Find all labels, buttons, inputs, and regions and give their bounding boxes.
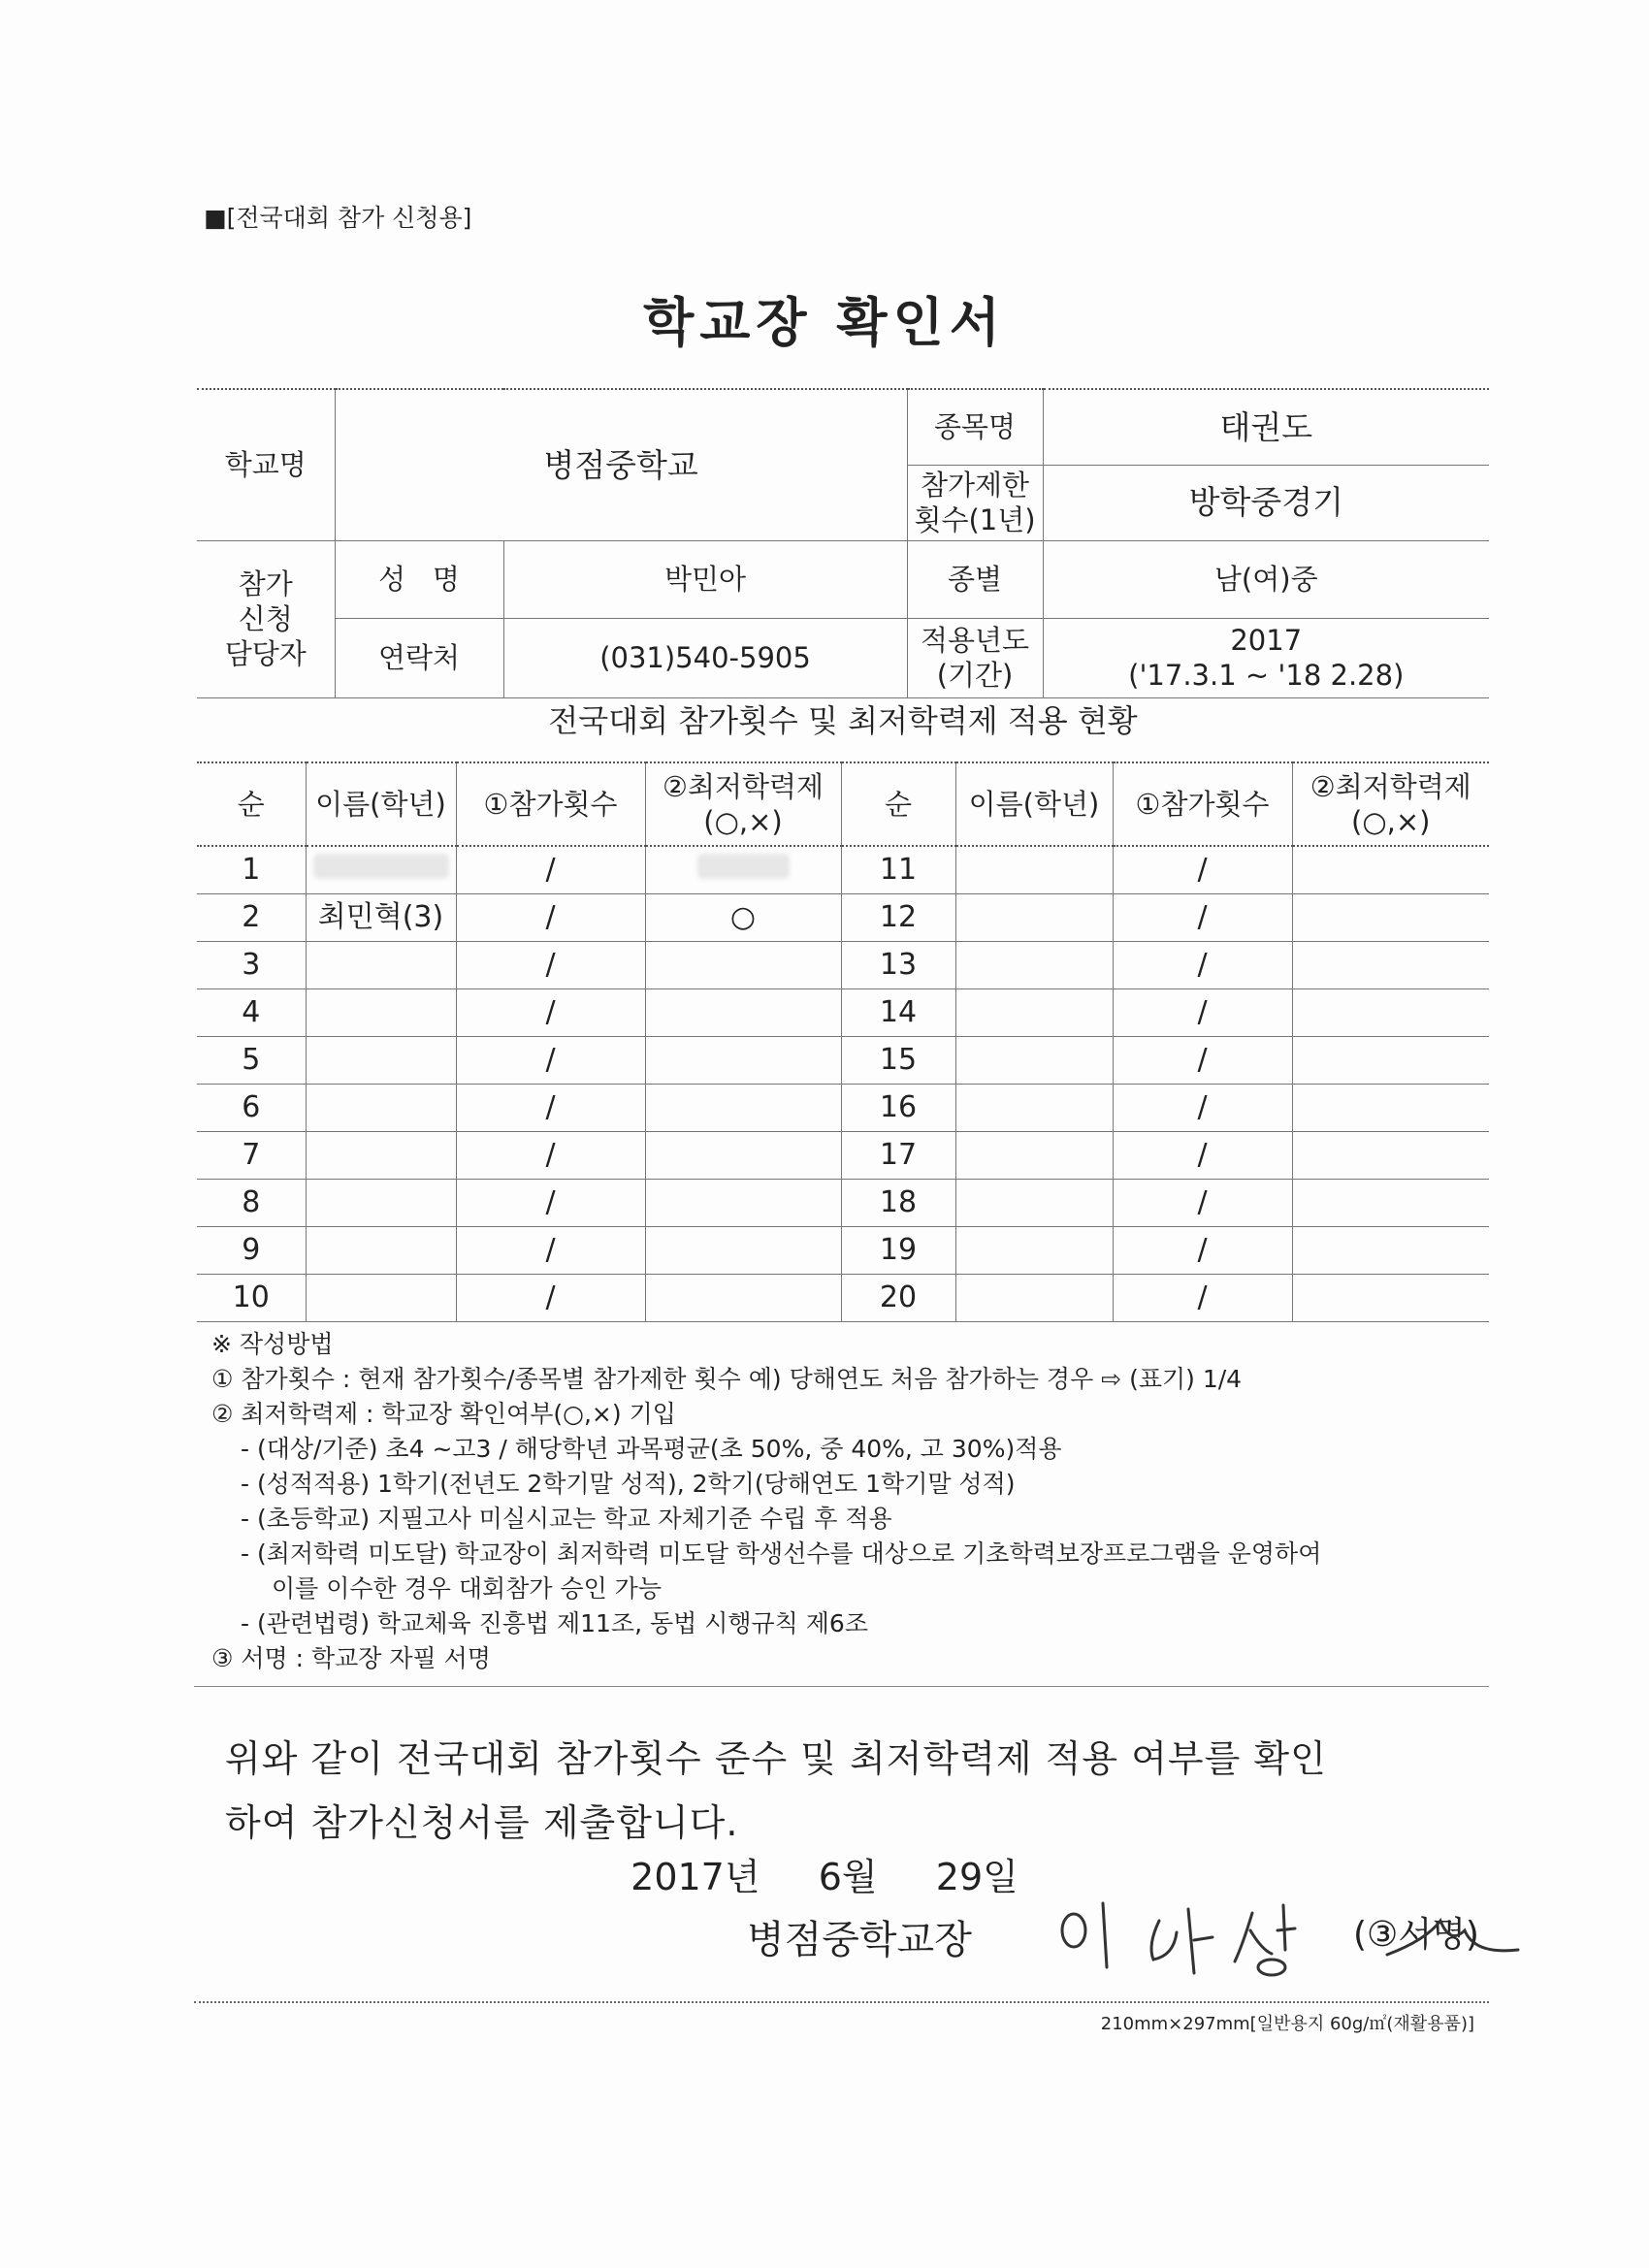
instruction-item: ③ 서명 : 학교장 자필 서명 — [211, 1644, 491, 1672]
document-title: 학교장 확인서 — [643, 292, 1006, 353]
row-min-academic — [1292, 1036, 1489, 1084]
row-min-academic — [645, 846, 841, 893]
table-row — [197, 1226, 1489, 1274]
principal-title: 병점중학교장 — [747, 1918, 972, 1962]
status-table-title: 전국대회 참가횟수 및 최저학력제 적용 현황 — [548, 702, 1138, 739]
row-name — [306, 1084, 456, 1131]
col-header-name: 이름(학년) — [955, 762, 1113, 846]
row-count: / — [456, 1274, 645, 1321]
row-count: / — [1113, 988, 1292, 1036]
footer-divider — [194, 2001, 1489, 2003]
row-count: / — [456, 846, 645, 893]
school-name-label: 학교명 — [197, 389, 335, 540]
applicant-label: 참가 신청 담당자 — [197, 540, 335, 697]
event-name-value: 태권도 — [1043, 389, 1489, 465]
row-min-academic — [1292, 1179, 1489, 1226]
redacted-name — [313, 854, 449, 879]
row-number: 7 — [197, 1131, 306, 1179]
row-count: / — [456, 1036, 645, 1084]
principal-signature — [1052, 1892, 1353, 1984]
row-number: 13 — [841, 941, 955, 988]
row-min-academic — [1292, 1084, 1489, 1131]
row-number: 10 — [197, 1274, 306, 1321]
row-min-academic — [645, 988, 841, 1036]
row-name — [306, 988, 456, 1036]
row-name — [955, 1179, 1113, 1226]
table-row — [197, 988, 1489, 1036]
row-name: 최민혁(3) — [306, 893, 456, 941]
row-min-academic — [645, 1131, 841, 1179]
category-label: 종별 — [907, 540, 1043, 618]
row-name — [955, 846, 1113, 893]
row-name — [955, 1131, 1113, 1179]
row-count: / — [1113, 1179, 1292, 1226]
row-name — [306, 1274, 456, 1321]
row-count: / — [456, 1131, 645, 1179]
table-row — [197, 1179, 1489, 1226]
document-date: 2017년 6월 29일 — [630, 1856, 1018, 1898]
row-min-academic — [645, 1274, 841, 1321]
row-count: / — [456, 941, 645, 988]
row-name — [955, 1274, 1113, 1321]
row-min-academic — [1292, 1226, 1489, 1274]
participation-limit-label: 참가제한 횟수(1년) — [907, 465, 1043, 540]
row-number: 2 — [197, 893, 306, 941]
instructions-heading: ※ 작성방법 — [211, 1330, 334, 1358]
participation-limit-value: 방학중경기 — [1043, 465, 1489, 540]
table-row — [197, 893, 1489, 941]
row-count: / — [1113, 941, 1292, 988]
col-header-num: 순 — [197, 762, 306, 846]
event-name-label: 종목명 — [907, 389, 1043, 465]
declaration-text: 위와 같이 전국대회 참가횟수 준수 및 최저학력제 적용 여부를 확인 하여 참가신청서를 제출합니다. — [225, 1737, 1327, 1844]
row-count: / — [1113, 1274, 1292, 1321]
row-name — [955, 1036, 1113, 1084]
row-number: 1 — [197, 846, 306, 893]
row-min-academic — [1292, 1131, 1489, 1179]
redacted-mark — [697, 854, 790, 879]
row-count: / — [456, 1226, 645, 1274]
row-number: 20 — [841, 1274, 955, 1321]
row-count: / — [1113, 1226, 1292, 1274]
row-min-academic — [645, 1179, 841, 1226]
row-name — [955, 1226, 1113, 1274]
row-number: 15 — [841, 1036, 955, 1084]
form-type-label: ■[전국대회 참가 신청용] — [204, 204, 472, 232]
row-count: / — [1113, 846, 1292, 893]
row-name — [306, 1226, 456, 1274]
table-row — [197, 1036, 1489, 1084]
instruction-item: ② 최저학력제 : 학교장 확인여부(○,×) 기입 — [211, 1400, 676, 1428]
row-number: 3 — [197, 941, 306, 988]
notes-divider — [194, 1686, 1489, 1687]
signature-scribble — [1348, 1901, 1523, 1969]
row-count: / — [1113, 1036, 1292, 1084]
school-name-value: 병점중학교 — [335, 389, 907, 540]
applicable-year-value: 2017 ('17.3.1 ~ '18 2.28) — [1043, 618, 1489, 697]
row-number: 17 — [841, 1131, 955, 1179]
row-min-academic — [1292, 893, 1489, 941]
row-name — [955, 988, 1113, 1036]
signature-note: (③서명) — [1353, 1915, 1479, 1955]
instructions — [211, 1327, 1492, 1676]
instruction-subitem: - (대상/기준) 초4 ~고3 / 해당학년 과목평균(초 50%, 중 40%, 고 30%)적용 — [241, 1435, 1062, 1463]
instruction-subitem: - (최저학력 미도달) 학교장이 최저학력 미도달 학생선수를 대상으로 기초학력보장프로그램을 운영하여 — [241, 1539, 1322, 1568]
row-name — [306, 1179, 456, 1226]
row-number: 12 — [841, 893, 955, 941]
row-number: 5 — [197, 1036, 306, 1084]
row-name — [955, 941, 1113, 988]
school-info-table — [197, 388, 1489, 698]
row-min-academic — [1292, 1274, 1489, 1321]
col-header-name: 이름(학년) — [306, 762, 456, 846]
row-name — [955, 893, 1113, 941]
row-name — [306, 1036, 456, 1084]
row-min-academic: ○ — [645, 893, 841, 941]
row-number: 19 — [841, 1226, 955, 1274]
row-name — [306, 1131, 456, 1179]
contact-value: (031)540-5905 — [503, 618, 907, 697]
row-count: / — [1113, 893, 1292, 941]
row-min-academic — [645, 1084, 841, 1131]
instruction-subitem: - (초등학교) 지필고사 미실시교는 학교 자체기준 수립 후 적용 — [241, 1505, 892, 1533]
row-number: 8 — [197, 1179, 306, 1226]
contact-label: 연락처 — [335, 618, 503, 697]
col-header-count: ①참가횟수 — [456, 762, 645, 846]
row-count: / — [1113, 1131, 1292, 1179]
participation-status-table — [197, 761, 1489, 1322]
row-min-academic — [645, 1226, 841, 1274]
row-name — [955, 1084, 1113, 1131]
paper-spec: 210mm×297mm[일반용지 60g/㎡(재활용품)] — [1100, 2014, 1474, 2034]
row-number: 16 — [841, 1084, 955, 1131]
row-count: / — [1113, 1084, 1292, 1131]
row-number: 4 — [197, 988, 306, 1036]
row-min-academic — [1292, 941, 1489, 988]
applicable-year-label: 적용년도 (기간) — [907, 618, 1043, 697]
col-header-num: 순 — [841, 762, 955, 846]
instruction-subitem: - (성적적용) 1학기(전년도 2학기말 성적), 2학기(당해연도 1학기말 성적) — [241, 1470, 1016, 1498]
row-min-academic — [645, 941, 841, 988]
row-name — [306, 846, 456, 893]
instruction-subitem-cont: 이를 이수한 경우 대회참가 승인 가능 — [272, 1574, 662, 1603]
table-row — [197, 1274, 1489, 1321]
table-row — [197, 941, 1489, 988]
table-row — [197, 1131, 1489, 1179]
row-min-academic — [645, 1036, 841, 1084]
row-count: / — [456, 893, 645, 941]
col-header-min-academic: ②최저학력제 (○,×) — [645, 762, 841, 846]
instruction-item: ① 참가횟수 : 현재 참가횟수/종목별 참가제한 횟수 예) 당해연도 처음 참가하는 경우 ⇨ (표기) 1/4 — [211, 1365, 1243, 1393]
row-number: 9 — [197, 1226, 306, 1274]
row-number: 18 — [841, 1179, 955, 1226]
row-min-academic — [1292, 846, 1489, 893]
row-min-academic — [1292, 988, 1489, 1036]
row-number: 14 — [841, 988, 955, 1036]
applicant-name-value: 박민아 — [503, 540, 907, 618]
row-count: / — [456, 1179, 645, 1226]
instruction-subitem: - (관련법령) 학교체육 진흥법 제11조, 동법 시행규칙 제6조 — [241, 1609, 868, 1637]
row-count: / — [456, 1084, 645, 1131]
table-row — [197, 846, 1489, 893]
row-number: 6 — [197, 1084, 306, 1131]
category-value: 남(여)중 — [1043, 540, 1489, 618]
row-name — [306, 941, 456, 988]
col-header-count: ①참가횟수 — [1113, 762, 1292, 846]
applicant-name-label: 성 명 — [335, 540, 503, 618]
row-count: / — [456, 988, 645, 1036]
col-header-min-academic: ②최저학력제 (○,×) — [1292, 762, 1489, 846]
row-number: 11 — [841, 846, 955, 893]
table-row — [197, 1084, 1489, 1131]
